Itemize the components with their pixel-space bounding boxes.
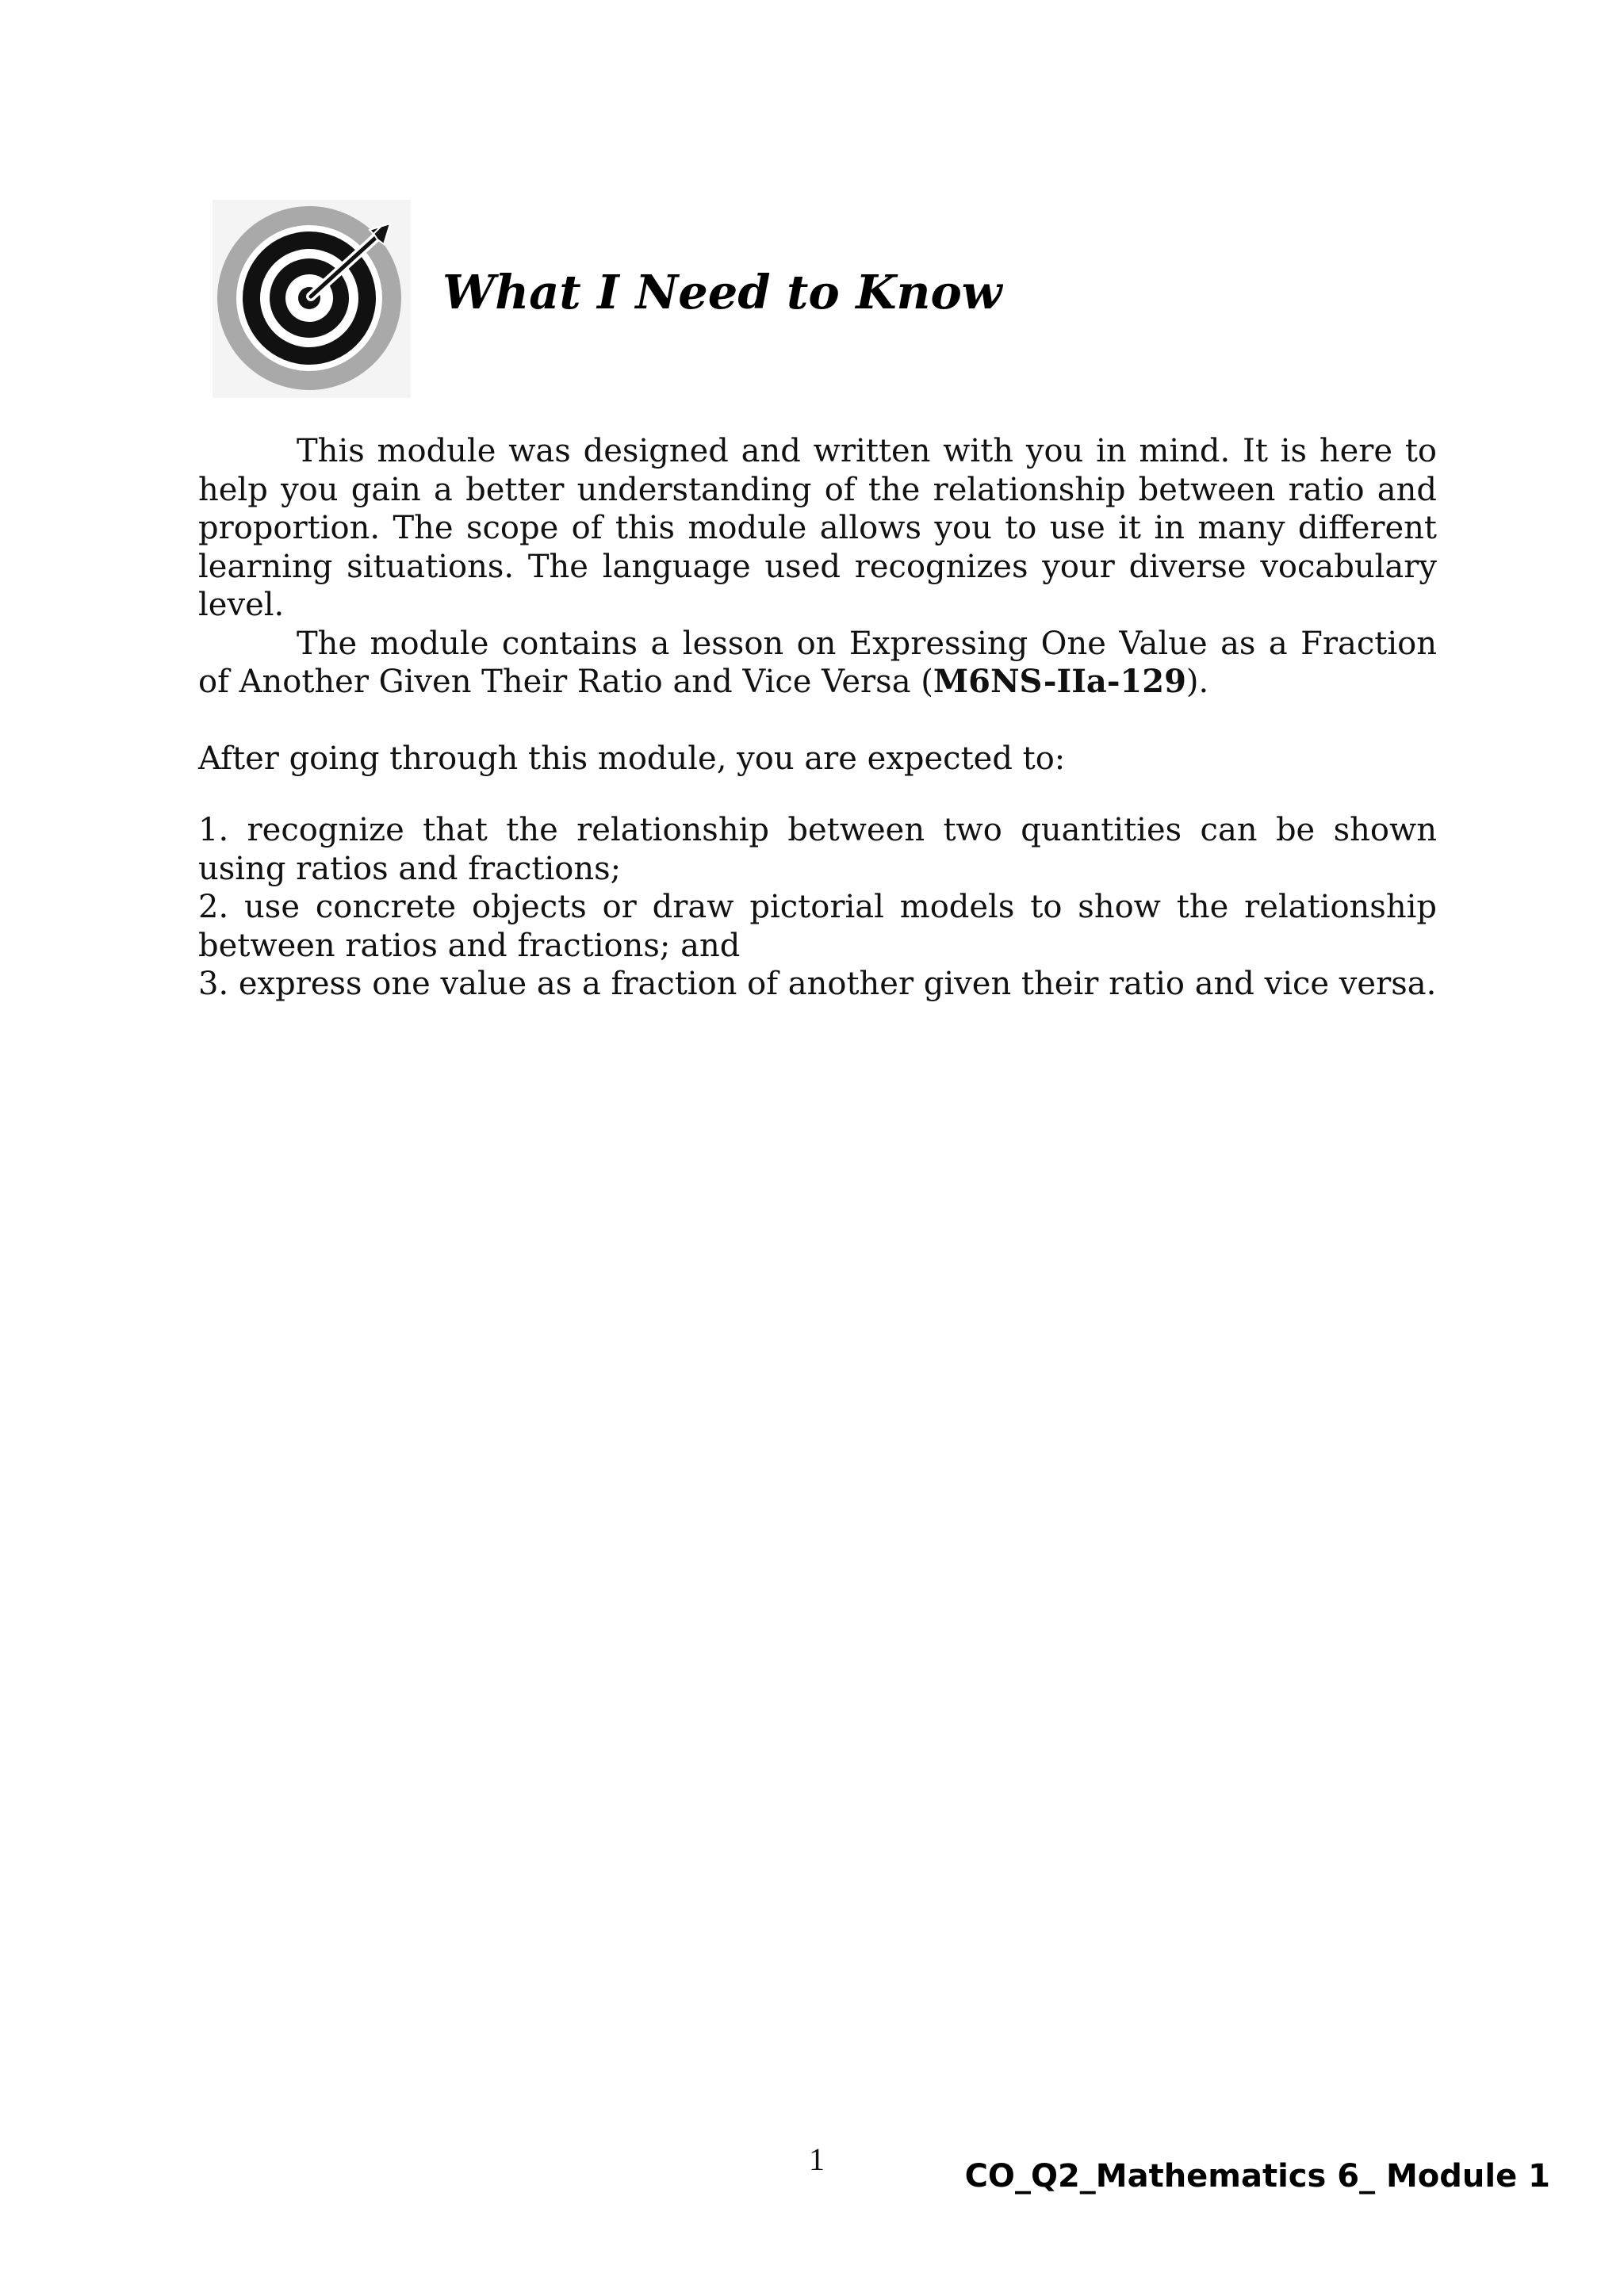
intro-paragraph: This module was designed and written with you in mind. It is here to help you gain a better understanding of the relationship between ratio and proportion. The scope of this module allows you to use it in many different learning situations. The language used recognizes your diverse vocabulary level.	[198, 433, 1437, 623]
list-item: 3. express one value as a fraction of another given their ratio and vice versa.	[198, 966, 1437, 1002]
lesson-text: The module contains a lesson on Expressing One Value as a Fraction of Another Given Their Ratio and Vice Versa (	[198, 625, 1437, 700]
expectations-lead: After going through this module, you are expected to:	[198, 740, 1066, 777]
competency-code: M6NS-IIa-129	[933, 663, 1186, 700]
module-code: CO_Q2_Mathematics 6_ Module 1	[964, 2158, 1550, 2195]
list-item: 2. use concrete objects or draw pictorial models to show the relationship between ratios and fractions; and	[198, 889, 1437, 964]
target-arrow-icon	[213, 200, 411, 398]
module-body	[198, 432, 1437, 1004]
list-item: 1. recognize that the relationship between two quantities can be shown using ratios and fractions;	[198, 812, 1437, 887]
page-number: 1	[809, 2141, 825, 2177]
lesson-text-end: ).	[1185, 664, 1209, 700]
lesson-paragraph	[198, 625, 1437, 702]
section-title: What I Need to Know	[442, 265, 1002, 320]
